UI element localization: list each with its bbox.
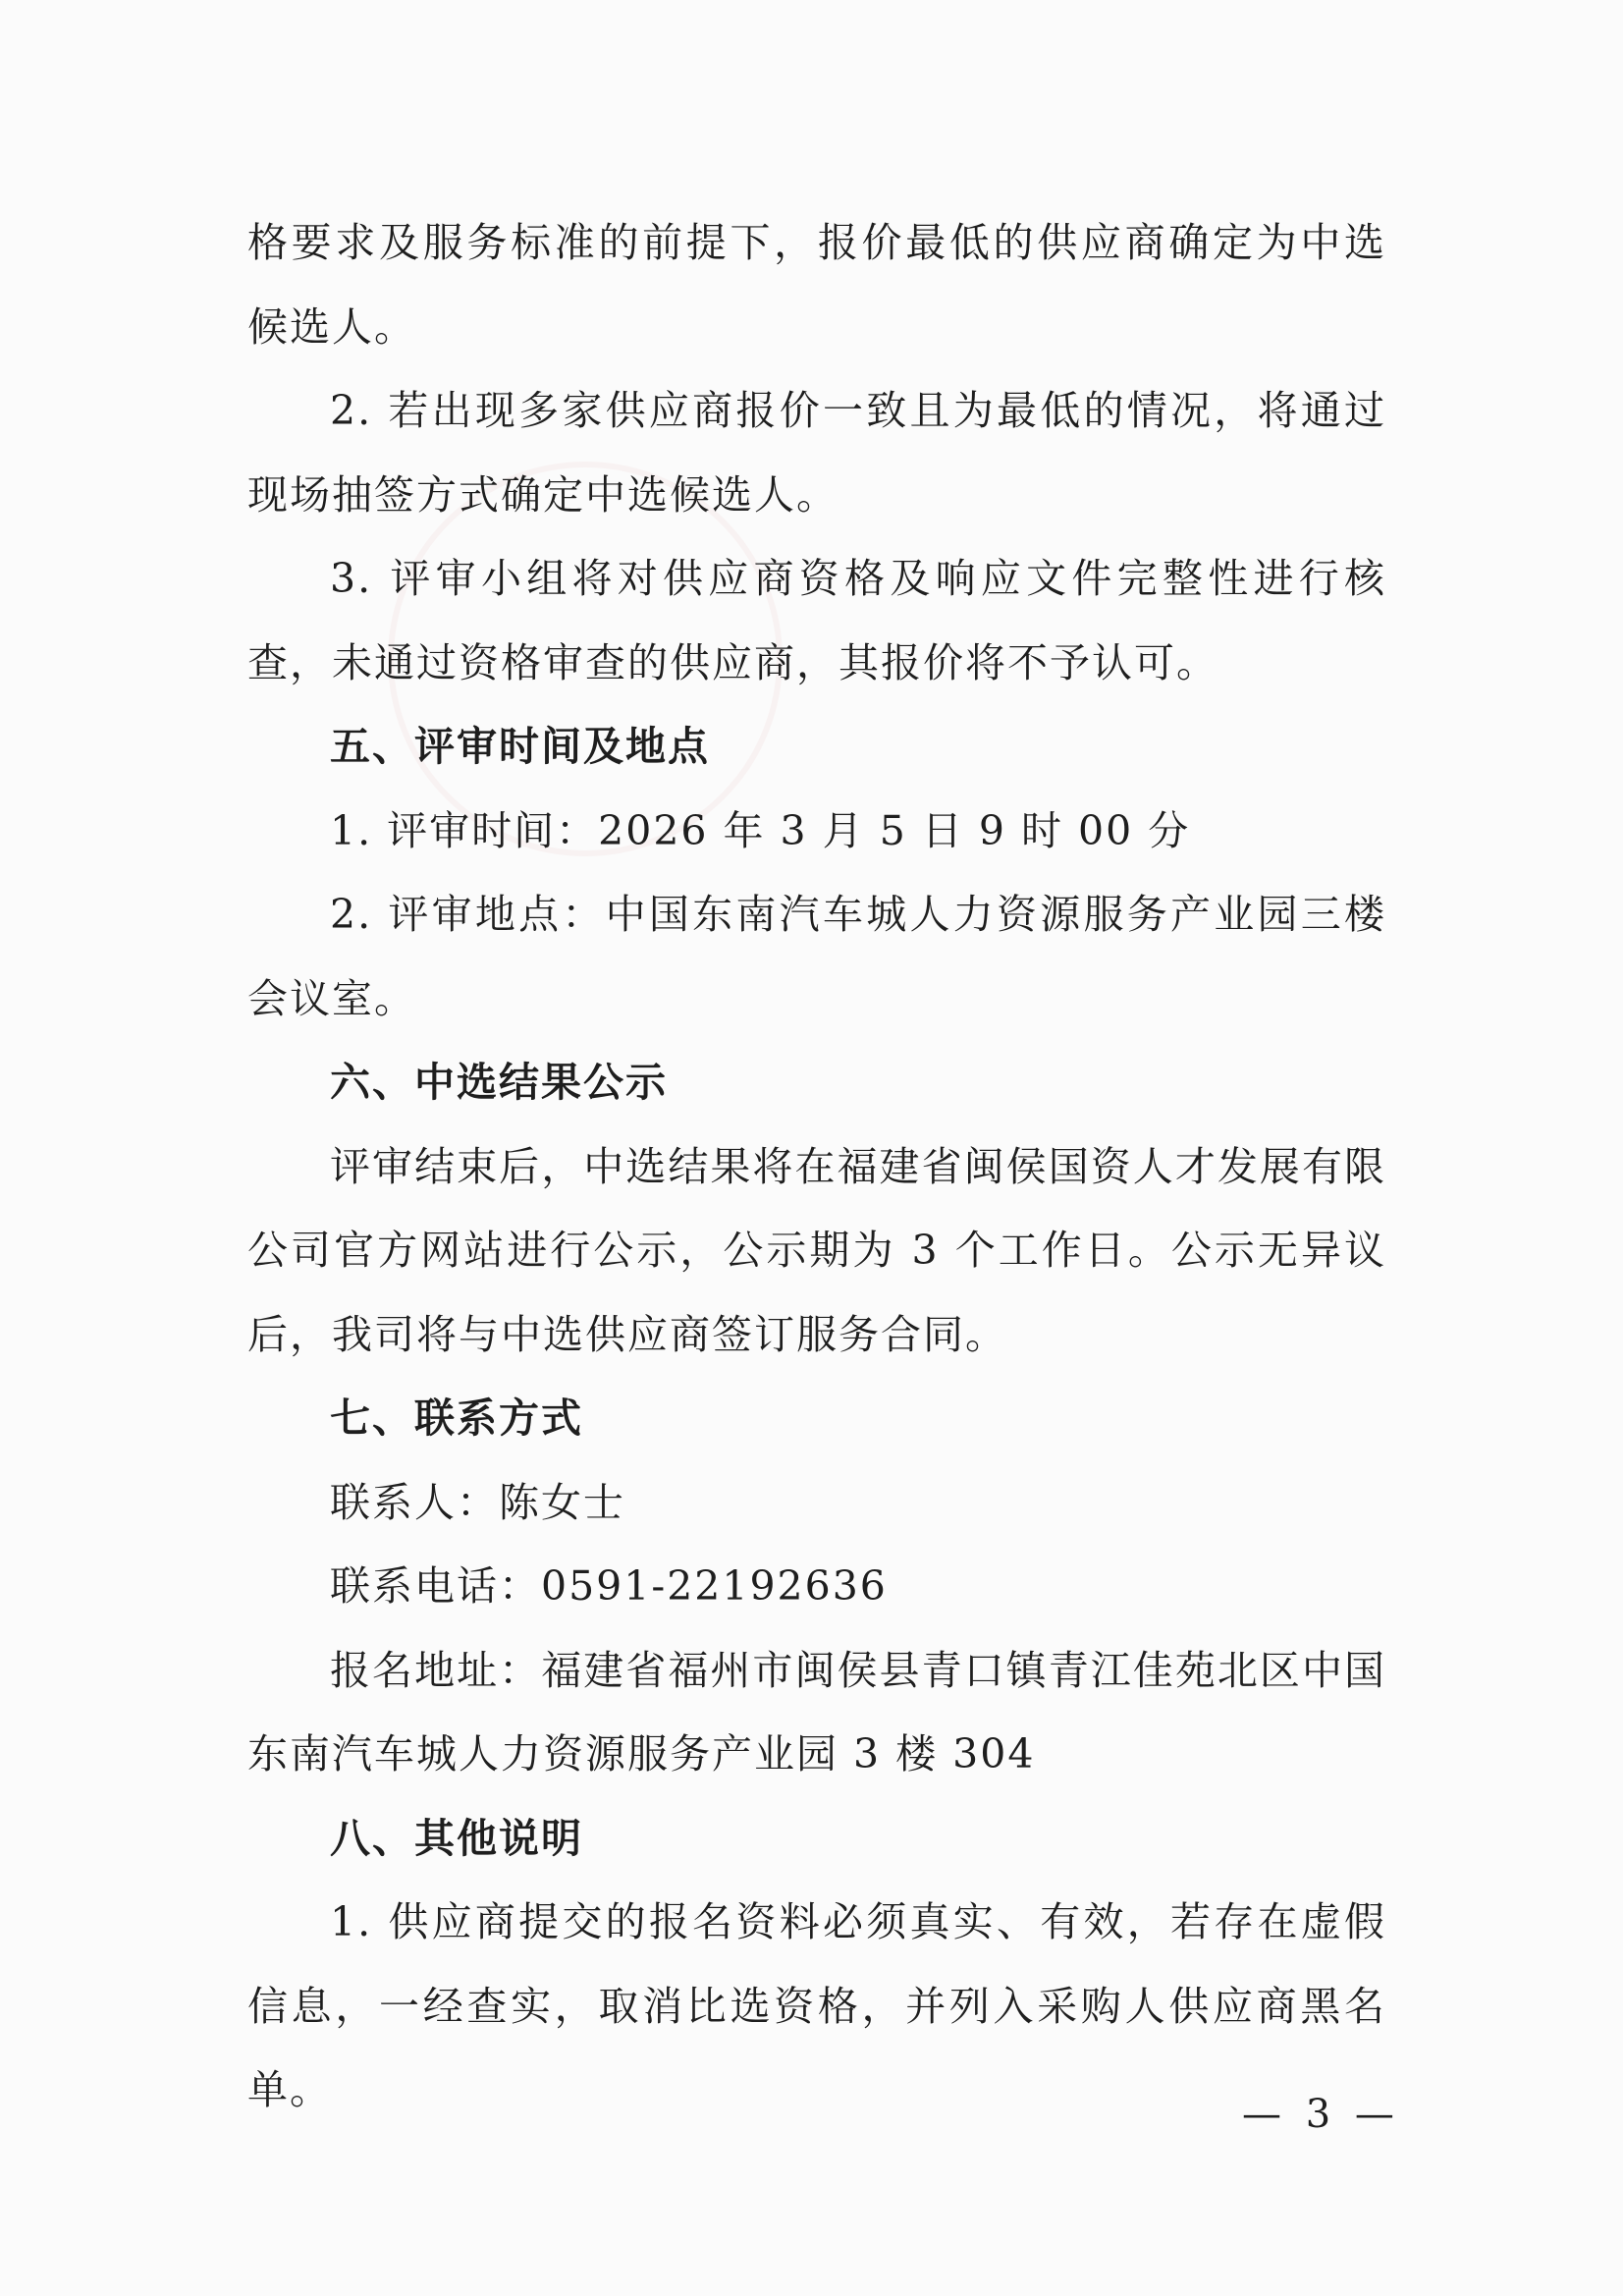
paragraph-qualification-check: 3. 评审小组将对供应商资格及响应文件完整性进行核查，未通过资格审查的供应商，其报价将不予认可。 bbox=[247, 555, 1386, 686]
document-body bbox=[247, 201, 1386, 2133]
paragraph-continuation: 格要求及服务标准的前提下，报价最低的供应商确定为中选候选人。 bbox=[247, 219, 1386, 351]
paragraph-review-place: 2. 评审地点：中国东南汽车城人力资源服务产业园三楼会议室。 bbox=[247, 891, 1386, 1022]
paragraph-registration-address: 报名地址：福建省福州市闽侯县青口镇青江佳苑北区中国东南汽车城人力资源服务产业园 3 楼 304 bbox=[247, 1646, 1386, 1777]
paragraph-authenticity-note: 1. 供应商提交的报名资料必须真实、有效，若存在虚假信息，一经查实，取消比选资格，并列入采购人供应商黑名单。 bbox=[247, 1898, 1386, 2113]
section-heading-review-time-place: 五、评审时间及地点 bbox=[330, 723, 710, 770]
section-heading-contact: 七、联系方式 bbox=[330, 1394, 583, 1442]
page-number: — 3 — bbox=[1242, 2092, 1400, 2137]
paragraph-review-time: 1. 评审时间：2026 年 3 月 5 日 9 时 00 分 bbox=[330, 806, 1191, 854]
paragraph-contact-person: 联系人：陈女士 bbox=[330, 1478, 625, 1526]
paragraph-contact-phone: 联系电话：0591-22192636 bbox=[330, 1562, 888, 1610]
section-heading-other-notes: 八、其他说明 bbox=[330, 1814, 583, 1862]
paragraph-lottery-rule: 2. 若出现多家供应商报价一致且为最低的情况，将通过现场抽签方式确定中选候选人。 bbox=[247, 387, 1386, 519]
section-heading-result-announcement: 六、中选结果公示 bbox=[330, 1059, 668, 1106]
paragraph-result-announcement: 评审结束后，中选结果将在福建省闽侯国资人才发展有限公司官方网站进行公示，公示期为 3 个工作日。公示无异议后，我司将与中选供应商签订服务合同。 bbox=[247, 1142, 1386, 1358]
